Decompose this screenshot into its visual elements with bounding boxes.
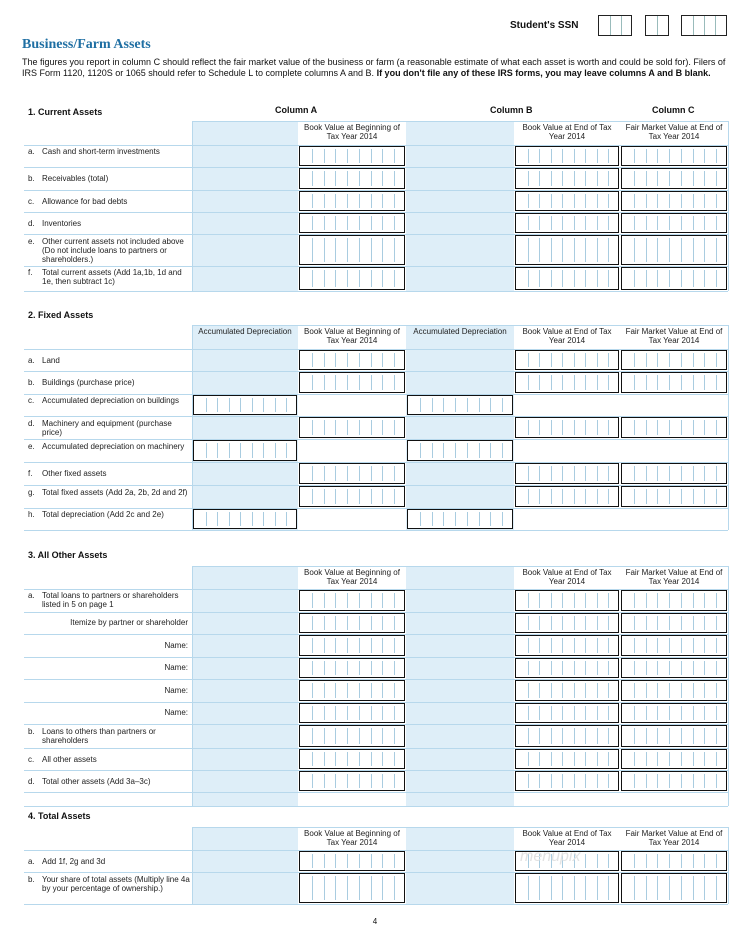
input-current-2-col1[interactable] [299, 191, 405, 211]
row-letter: g. [28, 488, 35, 497]
input-current-3-col3[interactable] [515, 213, 619, 233]
row-text: Total fixed assets (Add 2a, 2b, 2d and 2f) [42, 488, 188, 497]
input-other-4-col4[interactable] [621, 680, 727, 701]
input-other-6-col3[interactable] [515, 725, 619, 747]
column-header-book-begin: Book Value at Beginning of Tax Year 2014 [304, 123, 400, 141]
input-fixed-3-col1[interactable] [299, 417, 405, 438]
section-title-current: 1. Current Assets [28, 107, 103, 117]
grid-line [192, 827, 728, 828]
grid-line [24, 291, 728, 292]
grid-line [24, 439, 728, 440]
grid-line [192, 566, 728, 567]
row-label-other-4: Name: [164, 686, 188, 695]
input-other-4-col1[interactable] [299, 680, 405, 701]
row-letter: a. [28, 591, 35, 600]
input-current-5-col1[interactable] [299, 267, 405, 290]
input-total-1-col4[interactable] [621, 873, 727, 903]
section-title-fixed: 2. Fixed Assets [28, 310, 94, 320]
row-text: Accumulated depreciation on machinery [42, 442, 185, 451]
column-c-heading: Column C [652, 105, 695, 115]
page-title: Business/Farm Assets [22, 37, 151, 52]
intro-text [22, 57, 728, 79]
column-header-book-begin: Book Value at Beginning of Tax Year 2014 [304, 327, 400, 345]
input-other-4-col3[interactable] [515, 680, 619, 701]
column-header-accum-dep: Accumulated Depreciation [198, 327, 292, 336]
row-letter: a. [28, 356, 35, 365]
row-letter: b. [28, 378, 35, 387]
input-other-3-col1[interactable] [299, 658, 405, 678]
input-current-1-col1[interactable] [299, 168, 405, 189]
input-current-1-col4[interactable] [621, 168, 727, 189]
column-header-fmv-end: Fair Market Value at End of Tax Year 2014 [625, 568, 723, 586]
input-fixed-1-col4[interactable] [621, 372, 727, 393]
column-header-book-end: Book Value at End of Tax Year 2014 [522, 829, 612, 847]
grid-line [24, 394, 728, 395]
input-other-2-col1[interactable] [299, 635, 405, 656]
input-other-7-col3[interactable] [515, 749, 619, 769]
input-current-3-col1[interactable] [299, 213, 405, 233]
input-total-0-col1[interactable] [299, 851, 405, 871]
input-current-4-col3[interactable] [515, 235, 619, 265]
row-text: Allowance for bad debts [42, 197, 128, 206]
input-current-4-col1[interactable] [299, 235, 405, 265]
column-header-book-end: Book Value at End of Tax Year 2014 [522, 327, 612, 345]
input-other-8-col1[interactable] [299, 771, 405, 791]
input-other-1-col1[interactable] [299, 613, 405, 633]
input-total-1-col3[interactable] [515, 873, 619, 903]
row-label-other-3: Name: [164, 663, 188, 672]
column-a-heading: Column A [275, 105, 318, 115]
row-text: Machinery and equipment (purchase price) [42, 419, 172, 437]
input-fixed-3-col3[interactable] [515, 417, 619, 438]
row-text: Total current assets (Add 1a,1b, 1d and 1e, then subtract 1c) [42, 268, 182, 286]
row-text: Cash and short-term investments [42, 147, 160, 156]
row-letter: c. [28, 197, 35, 206]
input-fixed-4-col0[interactable] [193, 440, 297, 461]
input-other-0-col4[interactable] [621, 590, 727, 611]
grid-line [192, 325, 728, 326]
row-text: Your share of total assets (Multiply line 4a by your percentage of ownership.) [42, 875, 190, 893]
column-header-book-end: Book Value at End of Tax Year 2014 [522, 123, 612, 141]
page-number: 4 [372, 917, 378, 926]
grid-line [24, 530, 728, 531]
row-text: Other fixed assets [42, 469, 107, 478]
input-fixed-3-col4[interactable] [621, 417, 727, 438]
section-title-total: 4. Total Assets [28, 811, 91, 821]
intro-body: The figures you report in column C should reflect the fair market value of the business or farm (a reasonable estimate of what each asset is worth and could be sold for). Filers of IRS Form 1120, 1120S or 1065 should refer to Schedule L to complete columns A and B. [22, 57, 726, 78]
input-fixed-2-col0[interactable] [193, 395, 297, 415]
row-letter: d. [28, 419, 35, 428]
column-header-fmv-end: Fair Market Value at End of Tax Year 2014 [625, 327, 723, 345]
input-current-3-col4[interactable] [621, 213, 727, 233]
input-current-5-col4[interactable] [621, 267, 727, 290]
row-letter: e. [28, 237, 35, 246]
input-other-2-col4[interactable] [621, 635, 727, 656]
input-current-2-col3[interactable] [515, 191, 619, 211]
input-other-8-col4[interactable] [621, 771, 727, 791]
input-fixed-6-col1[interactable] [299, 486, 405, 507]
input-current-0-col4[interactable] [621, 146, 727, 166]
input-other-7-col1[interactable] [299, 749, 405, 769]
row-text: Add 1f, 2g and 3d [42, 857, 106, 866]
row-text: Land [42, 356, 60, 365]
input-other-1-col3[interactable] [515, 613, 619, 633]
grid-line [24, 508, 728, 509]
column-header-book-begin: Book Value at Beginning of Tax Year 2014 [304, 829, 400, 847]
row-letter: b. [28, 727, 35, 736]
row-letter: d. [28, 219, 35, 228]
input-fixed-0-col4[interactable] [621, 350, 727, 370]
input-fixed-6-col4[interactable] [621, 486, 727, 507]
input-current-1-col3[interactable] [515, 168, 619, 189]
input-fixed-5-col1[interactable] [299, 463, 405, 484]
row-text: Receivables (total) [42, 174, 109, 183]
input-fixed-1-col3[interactable] [515, 372, 619, 393]
row-label-other-2: Name: [164, 641, 188, 650]
intro-bold: If you don't file any of these IRS forms, you may leave columns A and B blank. [376, 68, 711, 78]
column-band [406, 827, 514, 904]
grid-line [24, 806, 728, 807]
column-header-fmv-end: Fair Market Value at End of Tax Year 2014 [625, 123, 723, 141]
input-other-5-col3[interactable] [515, 703, 619, 723]
row-letter: d. [28, 777, 35, 786]
column-band [192, 827, 298, 904]
ssn-field-1[interactable] [598, 15, 632, 36]
column-header-book-end: Book Value at End of Tax Year 2014 [522, 568, 612, 586]
input-other-8-col3[interactable] [515, 771, 619, 791]
column-header-accum-dep: Accumulated Depreciation [413, 327, 507, 336]
row-text: Buildings (purchase price) [42, 378, 135, 387]
row-letter: a. [28, 857, 35, 866]
row-letter: f. [28, 268, 33, 277]
grid-line [192, 827, 193, 904]
input-other-7-col4[interactable] [621, 749, 727, 769]
input-fixed-7-col2[interactable] [407, 509, 513, 529]
input-fixed-0-col3[interactable] [515, 350, 619, 370]
row-text: All other assets [42, 755, 97, 764]
input-other-3-col3[interactable] [515, 658, 619, 678]
input-other-5-col4[interactable] [621, 703, 727, 723]
row-label-other-1: Itemize by partner or shareholder [70, 618, 188, 627]
input-other-2-col3[interactable] [515, 635, 619, 656]
grid-line [24, 792, 728, 793]
input-fixed-4-col2[interactable] [407, 440, 513, 461]
grid-line [192, 325, 193, 530]
row-text: Total depreciation (Add 2c and 2e) [42, 510, 164, 519]
grid-line [728, 566, 729, 806]
row-letter: e. [28, 442, 35, 451]
column-b-heading: Column B [490, 105, 533, 115]
input-fixed-7-col0[interactable] [193, 509, 297, 529]
input-fixed-5-col4[interactable] [621, 463, 727, 484]
input-other-3-col4[interactable] [621, 658, 727, 678]
input-fixed-6-col3[interactable] [515, 486, 619, 507]
input-other-1-col4[interactable] [621, 613, 727, 633]
input-current-4-col4[interactable] [621, 235, 727, 265]
row-letter: c. [28, 755, 35, 764]
row-text: Total loans to partners or shareholders listed in 5 on page 1 [42, 591, 179, 609]
grid-line [728, 827, 729, 904]
row-letter: b. [28, 875, 35, 884]
input-fixed-0-col1[interactable] [299, 350, 405, 370]
input-current-5-col3[interactable] [515, 267, 619, 290]
input-current-0-col1[interactable] [299, 146, 405, 166]
input-total-1-col1[interactable] [299, 873, 405, 903]
column-band [192, 325, 298, 530]
row-label-other-5: Name: [164, 708, 188, 717]
watermark: menupix [520, 848, 581, 865]
row-text: Loans to others than partners or shareholders [42, 727, 156, 745]
column-header-book-begin: Book Value at Beginning of Tax Year 2014 [304, 568, 400, 586]
ssn-field-3[interactable] [681, 15, 727, 36]
ssn-label: Student's SSN [510, 20, 579, 31]
row-letter: c. [28, 396, 35, 405]
input-other-6-col1[interactable] [299, 725, 405, 747]
row-letter: h. [28, 510, 35, 519]
input-other-0-col3[interactable] [515, 590, 619, 611]
input-fixed-1-col1[interactable] [299, 372, 405, 393]
input-current-0-col3[interactable] [515, 146, 619, 166]
input-fixed-5-col3[interactable] [515, 463, 619, 484]
column-band [406, 325, 514, 530]
grid-line [192, 121, 728, 122]
row-text: Total other assets (Add 3a–3c) [42, 777, 151, 786]
row-letter: a. [28, 147, 35, 156]
column-header-fmv-end: Fair Market Value at End of Tax Year 2014 [625, 829, 723, 847]
row-text: Other current assets not included above (Do not include loans to partners or shareholders.) [42, 237, 184, 264]
ssn-field-2[interactable] [645, 15, 669, 36]
input-total-0-col4[interactable] [621, 851, 727, 871]
grid-line [728, 325, 729, 530]
input-other-5-col1[interactable] [299, 703, 405, 723]
row-letter: f. [28, 469, 33, 478]
input-other-6-col4[interactable] [621, 725, 727, 747]
grid-line [728, 121, 729, 291]
input-fixed-2-col2[interactable] [407, 395, 513, 415]
row-letter: b. [28, 174, 35, 183]
input-current-2-col4[interactable] [621, 191, 727, 211]
input-other-0-col1[interactable] [299, 590, 405, 611]
grid-line [24, 904, 728, 905]
section-title-other: 3. All Other Assets [28, 550, 108, 560]
row-text: Accumulated depreciation on buildings [42, 396, 179, 405]
row-text: Inventories [42, 219, 82, 228]
